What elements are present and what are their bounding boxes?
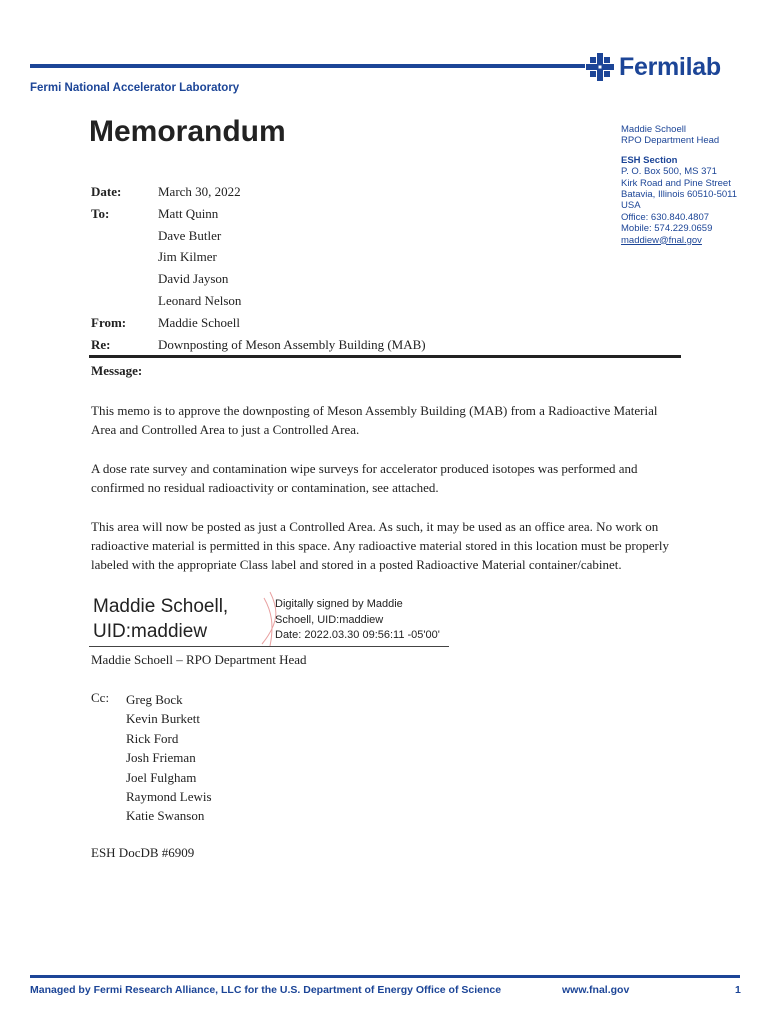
to-label: To:: [91, 206, 110, 221]
header-rule-blue: [30, 64, 585, 68]
cc-recipient: Kevin Burkett: [126, 711, 201, 727]
cc-recipient: Josh Frieman: [126, 750, 196, 766]
to-recipient: Jim Kilmer: [158, 249, 217, 264]
from-value: Maddie Schoell: [158, 315, 240, 330]
docdb-reference: ESH DocDB #6909: [91, 845, 195, 860]
footer-managed-by: Managed by Fermi Research Alliance, LLC for the U.S. Department of Energy Office of Science: [30, 984, 502, 996]
lab-name: Fermi National Accelerator Laboratory: [30, 82, 240, 94]
to-recipient: Leonard Nelson: [158, 293, 242, 308]
sender-name: Maddie Schoell: [621, 124, 686, 135]
signature-rule: [89, 646, 449, 647]
sender-block: [621, 124, 737, 246]
logo-text: Fermilab: [619, 52, 721, 81]
message-paragraph: A dose rate survey and contamination wipe surveys for accelerator produced isotopes was performed and confirmed no residual radioactivity or contamination, see attached.: [91, 461, 638, 495]
sender-address-line: USA: [621, 200, 641, 212]
sender-email-link[interactable]: maddiew@fnal.gov: [621, 234, 702, 246]
digital-signature-name[interactable]: [93, 594, 228, 644]
sender-position: RPO Department Head: [621, 135, 720, 147]
header-divider: [89, 355, 681, 358]
date-value: March 30, 2022: [158, 184, 241, 199]
signature-name-line: Maddie Schoell,: [93, 596, 229, 617]
footer-url-link[interactable]: www.fnal.gov: [562, 984, 630, 996]
message-paragraph: This memo is to approve the downposting of Meson Assembly Building (MAB) from a Radioactive Material Area and Controlled Area to just a Controlled Area.: [91, 403, 658, 437]
cc-recipient: Katie Swanson: [126, 808, 205, 824]
sender-office-phone: Office: 630.840.4807: [621, 211, 710, 223]
re-label: Re:: [91, 337, 111, 352]
signature-detail-line: Schoell, UID:maddiew: [275, 613, 384, 626]
re-value: Downposting of Meson Assembly Building (MAB): [158, 337, 426, 352]
signature-detail-line: Digitally signed by Maddie: [275, 598, 403, 610]
cc-recipient: Raymond Lewis: [126, 789, 212, 805]
to-recipient: Matt Quinn: [158, 206, 219, 221]
signature-uid-line: UID:maddiew: [93, 621, 208, 642]
message-paragraph: This area will now be posted as just a Controlled Area. As such, it may be used as an office area. No work on radioactive material is permitted in this space. Any radioactive material stored in this location must be properly labeled with the appropriate Class label and stored in a posted Radioactive Material container/cabinet.: [91, 519, 669, 572]
sender-address-line: P. O. Box 500, MS 371: [621, 166, 717, 178]
cc-recipient: Rick Ford: [126, 730, 179, 746]
cc-list: [126, 690, 212, 826]
sender-mobile-phone: Mobile: 574.229.0659: [621, 223, 713, 235]
memo-title: Memorandum: [89, 115, 286, 148]
fermilab-logo-icon: [585, 52, 615, 82]
sender-address-line: Batavia, Illinois 60510-5011: [621, 189, 738, 201]
signer-title: Maddie Schoell – RPO Department Head: [91, 652, 307, 667]
sender-section: ESH Section: [621, 154, 678, 166]
digital-signature-details: [275, 597, 440, 644]
to-recipient: David Jayson: [158, 271, 229, 286]
signature-date-line: Date: 2022.03.30 09:56:11 -05'00': [275, 629, 440, 641]
cc-label: Cc:: [91, 690, 110, 705]
from-label: From:: [91, 315, 127, 330]
date-label: Date:: [91, 184, 122, 199]
to-recipient: Dave Butler: [158, 228, 222, 243]
footer-page-number: 1: [735, 984, 741, 996]
sender-address-line: Kirk Road and Pine Street: [621, 177, 731, 189]
cc-recipient: Greg Bock: [126, 692, 183, 707]
cc-recipient: Joel Fulgham: [126, 769, 197, 785]
footer-rule-blue: [30, 975, 740, 978]
message-label: Message:: [91, 363, 143, 378]
fermilab-logo: [585, 50, 721, 84]
